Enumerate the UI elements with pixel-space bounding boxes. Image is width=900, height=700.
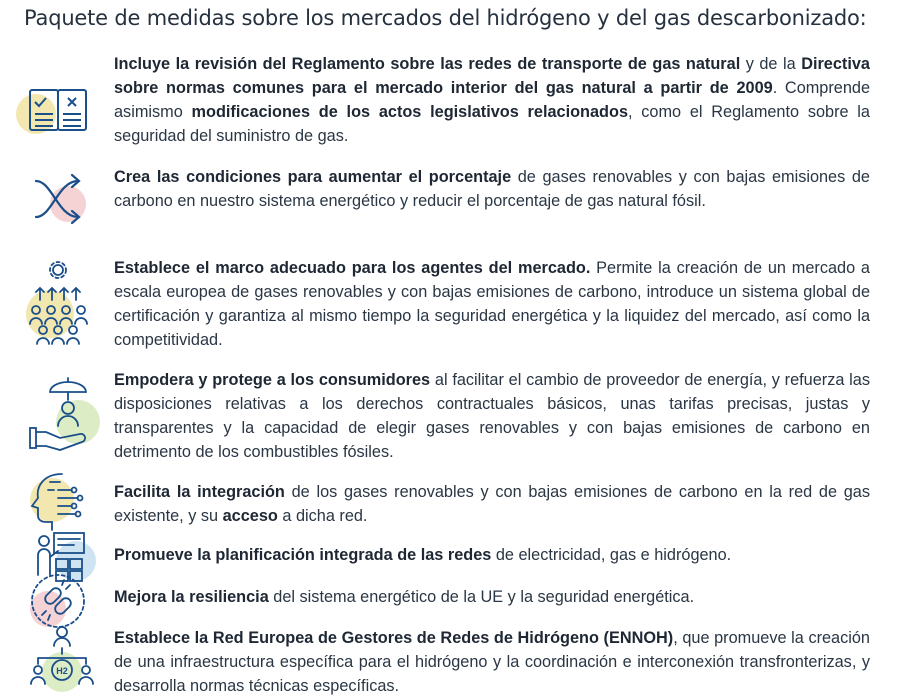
text-normal: de electricidad, gas e hidrógeno.: [491, 546, 732, 564]
text-bold: Establece el marco adecuado para los agentes del mercado.: [114, 259, 591, 277]
shuffle-arrows-icon: [8, 159, 104, 239]
consumer-protection-icon: [8, 372, 104, 462]
text-normal: a dicha red.: [277, 507, 368, 525]
text-bold: Facilita la integración: [114, 483, 285, 501]
text-bold: Crea las condiciones para aumentar el porcentaje: [114, 168, 512, 186]
text-normal: del sistema energético de la UE y la seguridad energética.: [268, 588, 695, 606]
hydrogen-network-icon: [8, 618, 104, 698]
market-agents-icon: [8, 254, 104, 350]
text-bold: acceso: [222, 507, 278, 525]
item-text: [114, 165, 870, 213]
text-bold: Empodera y protege a los consumidores: [114, 371, 431, 389]
text-normal: y de la: [740, 55, 802, 73]
text-normal: Permite la creación de un mercado a escala europea de gases renovables y con bajas emisiones de carbono, introduce un sistema global de certificación y garantiza al mismo tiempo la seguridad energética y la liquidez del mercado, así como la competitividad.: [114, 259, 870, 349]
item-text: [114, 626, 870, 698]
text-normal: , como el Reglamento sobre la seguridad del suministro de gas.: [114, 103, 870, 145]
text-normal: al facilitar el cambio de proveedor de energía, y refuerza las disposiciones relativas a los derechos contractuales básicos, unas tarifas precisas, justas y transparentes y la capacidad de elegir gases renovables y con bajas emisiones de carbono en detrimento de los combustibles fósiles.: [114, 371, 870, 461]
text-normal: de gases renovables y con bajas emisiones de carbono en nuestro sistema energético y reducir el porcentaje de gas natural fósil.: [114, 168, 870, 210]
h2-label: H2: [56, 666, 68, 676]
text-bold: modificaciones de los actos legislativos relacionados: [191, 103, 628, 121]
text-bold: Promueve la planificación integrada de las redes: [114, 546, 492, 564]
text-normal: de los gases renovables y con bajas emisiones de carbono en la red de gas existente, y su: [114, 483, 870, 525]
item-text: [114, 256, 870, 352]
text-bold: Establece la Red Europea de Gestores de Redes de Hidrógeno (ENNOH): [114, 629, 674, 647]
text-bold: Mejora la resiliencia: [114, 588, 269, 606]
item-text: [114, 368, 870, 464]
text-normal: , que promueve la creación de una infraestructura específica para el hidrógeno y la coordinación e interconexión transfronterizas, y desarrolla normas técnicas específicas.: [114, 629, 870, 695]
item-text: [114, 480, 870, 528]
item-text: [114, 543, 870, 567]
text-normal: . Comprende asimismo: [114, 79, 871, 121]
item-text: [114, 585, 870, 609]
page-title: Paquete de medidas sobre los mercados del hidrógeno y del gas descarbonizado:: [24, 6, 867, 30]
text-bold: Directiva sobre normas comunes para el mercado interior del gas natural a partir de 2009: [114, 55, 870, 97]
text-bold: Incluye la revisión del Reglamento sobre las redes de transporte de gas natural: [114, 55, 741, 73]
document-checklist-icon: [8, 72, 104, 152]
item-text: [114, 52, 870, 148]
